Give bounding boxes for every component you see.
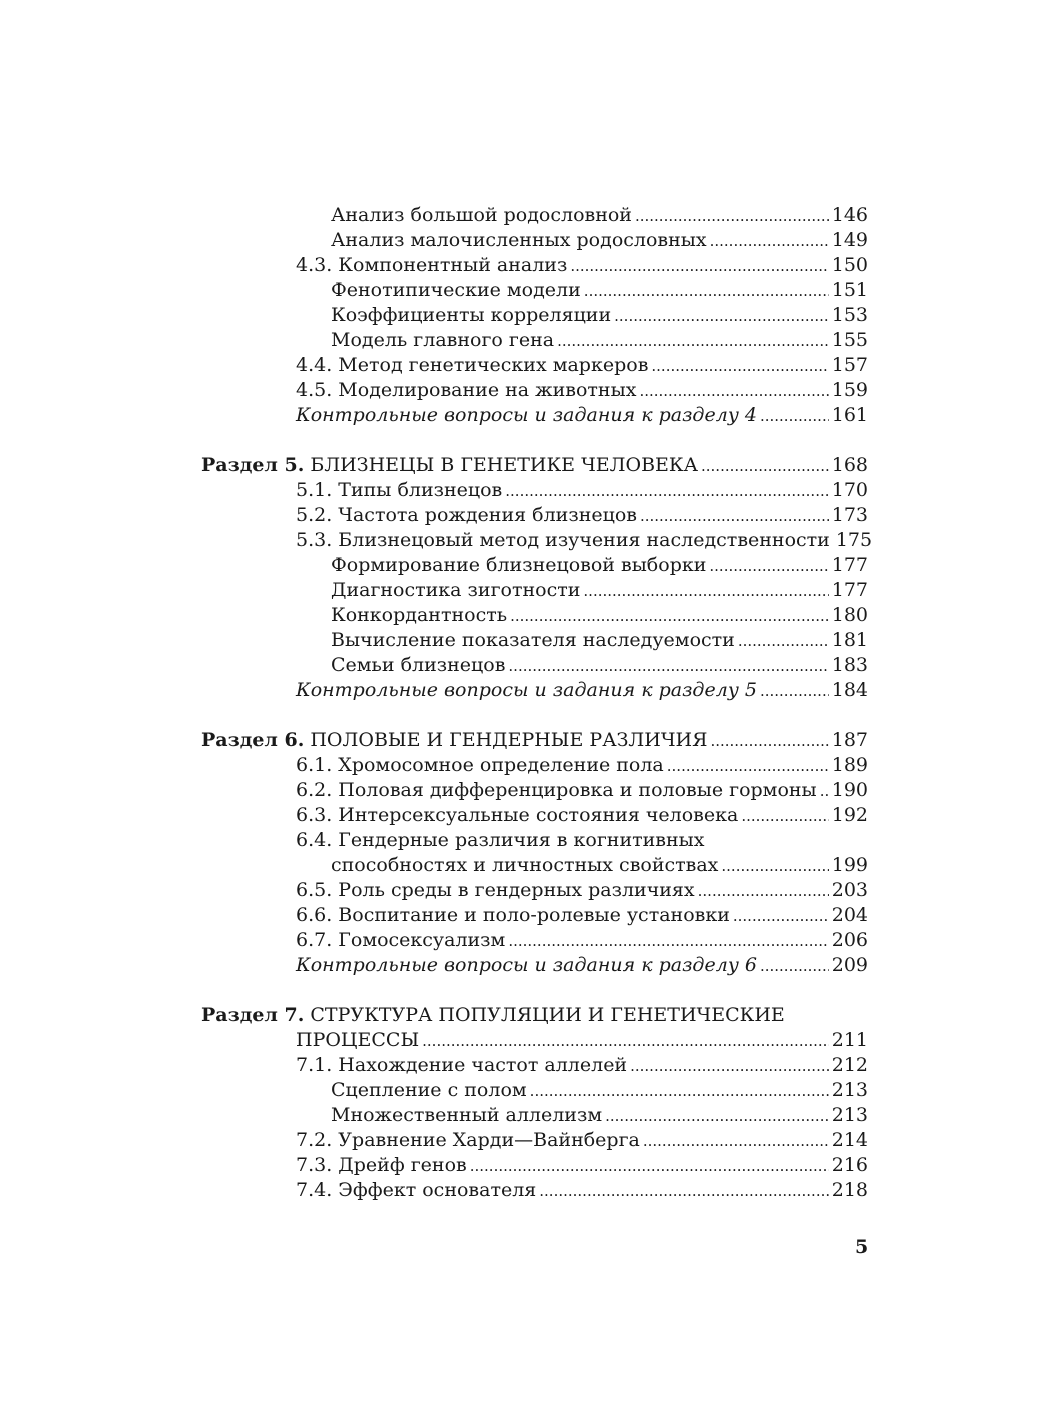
toc-entry-label [331,328,554,353]
toc-dot-leader [470,1154,829,1179]
toc-entry [296,1128,868,1153]
toc-dot-leader [710,229,829,254]
toc-entry-title: 4.5. Моделирование на животных [296,379,637,401]
toc-page-number: 212 [831,1054,868,1076]
toc-dot-leader [640,504,829,529]
toc-entry-label [331,228,707,253]
toc-page-number: 213 [831,1079,868,1101]
toc-entry [296,478,868,503]
toc-entry-title: ПОЛОВЫЕ И ГЕНДЕРНЫЕ РАЗЛИЧИЯ [304,729,708,751]
toc-entry-label [296,403,757,428]
toc-page-number: 204 [831,904,868,926]
toc-entry [296,378,868,403]
page-number: 5 [855,1236,869,1258]
toc-section-number: Раздел 7. [201,1004,305,1026]
toc-entry-title: Формирование близнецовой выборки [331,554,707,576]
toc-dot-leader [741,804,828,829]
toc-entry-title: БЛИЗНЕЦЫ В ГЕНЕТИКЕ ЧЕЛОВЕКА [304,454,698,476]
toc-entry [331,1103,868,1128]
toc-entry-label [296,1153,467,1178]
toc-entry [331,628,868,653]
toc-page-number: 213 [831,1104,868,1126]
toc-entry-label [331,1103,602,1128]
toc-entry-label [296,803,738,828]
toc-entry-title: Семьи близнецов [331,654,506,676]
toc-entry-title: Сцепление с полом [331,1079,527,1101]
toc-entry-title: способностях и личностных свойствах [331,854,719,876]
toc-entry [296,528,873,553]
toc-dot-leader [583,579,828,604]
toc-entry-label [296,953,757,978]
toc-entry-title: Вычисление показателя наследуемости [331,629,735,651]
toc-dot-leader [733,904,829,929]
toc-page-number: 177 [831,554,868,576]
toc-entry [296,953,868,978]
toc-dot-leader [605,1104,829,1129]
toc-dot-leader [738,629,829,654]
toc-dot-leader [701,454,829,479]
toc-page-number: 180 [831,604,868,626]
toc-entry-label [331,1078,527,1103]
toc-page-number: 218 [831,1179,868,1201]
toc-entry [296,928,868,953]
toc-entry [296,403,868,428]
toc-entry [296,253,868,278]
toc-entry-label [201,453,698,478]
toc-page-number: 161 [831,404,868,426]
toc-dot-leader [557,329,829,354]
toc-page-number: 203 [831,879,868,901]
toc-entry-label [331,553,706,578]
toc-entry-title: 7.2. Уравнение Харди—Вайнберга [296,1129,640,1151]
toc-entry-label [331,203,632,228]
toc-entry-title: Фенотипические модели [331,279,581,301]
toc-dot-leader [508,929,828,954]
toc-dot-leader [510,604,829,629]
toc-page-number: 153 [831,304,868,326]
toc-section-heading [201,728,868,753]
toc-section-number: Раздел 5. [201,454,305,476]
toc-entry-label [296,253,567,278]
toc-entry [296,778,868,803]
toc-page-number: 175 [835,529,873,551]
toc-entry-label [296,1178,536,1203]
toc-entry-title: Контрольные вопросы и задания к разделу 6 [296,954,757,976]
toc-dot-leader [820,779,829,804]
toc-entry-title: Анализ большой родословной [331,204,632,226]
toc-entry-title: Контрольные вопросы и задания к разделу 5 [296,679,757,701]
toc-entry-label [296,903,730,928]
toc-entry-title: Конкордантность [331,604,508,626]
toc-section-heading [201,453,868,478]
toc-entry-title: 7.4. Эффект основателя [296,1179,537,1201]
toc-entry-label [331,653,505,678]
toc-entry-label [331,578,580,603]
toc-page-number: 211 [831,1029,868,1051]
toc-page-number: 206 [831,929,868,951]
toc-entry-title: СТРУКТУРА ПОПУЛЯЦИИ И ГЕНЕТИЧЕСКИЕ [304,1004,785,1026]
toc-dot-leader [760,404,829,429]
toc-entry [331,653,868,678]
toc-entry [296,678,868,703]
toc-entry-title: Коэффициенты корреляции [331,304,612,326]
toc-dot-leader [422,1029,829,1054]
toc-entry-label [331,628,735,653]
toc-entry-label [331,278,581,303]
toc-entry-title: 6.5. Роль среды в гендерных различиях [296,879,695,901]
toc-dot-leader [651,354,828,379]
toc-page-number: 187 [831,729,868,751]
toc-dot-leader [760,954,829,979]
toc-entry [331,228,868,253]
toc-entry-label [296,928,505,953]
toc-dot-leader [505,479,828,504]
toc-dot-leader [635,204,829,229]
toc-entry-title: 5.1. Типы близнецов [296,479,503,501]
toc-page-number: 173 [831,504,868,526]
toc-entry-label [296,828,705,853]
toc-page-number: 190 [831,779,868,801]
toc-dot-leader [698,879,829,904]
toc-entry [296,1153,868,1178]
toc-entry-title: Диагностика зиготности [331,579,581,601]
toc-dot-leader [530,1079,829,1104]
toc-entry [331,853,868,878]
toc-entry-label [331,603,507,628]
toc-entry-title: 7.1. Нахождение частот аллелей [296,1054,628,1076]
toc-entry-label [331,853,718,878]
toc-entry-label [296,678,757,703]
toc-entry [331,328,868,353]
toc-dot-leader [667,754,829,779]
toc-dot-leader [630,1054,829,1079]
toc-page-number: 214 [831,1129,868,1151]
toc-entry [331,203,868,228]
toc-dot-leader [570,254,828,279]
toc-page-number: 150 [831,254,868,276]
toc-page-number: 192 [831,804,868,826]
toc-page-number: 170 [831,479,868,501]
toc-entry-label [296,878,695,903]
toc-dot-leader [709,554,828,579]
toc-entry-label [331,303,611,328]
toc-entry [331,603,868,628]
toc-entry-title: ПРОЦЕССЫ [296,1029,420,1051]
toc-dot-leader [643,1129,829,1154]
toc-section-heading [201,1003,868,1028]
toc-entry [296,1028,868,1053]
toc-entry [331,278,868,303]
toc-dot-leader [508,654,828,679]
toc-page-number: 181 [831,629,868,651]
toc-entry-label [296,778,817,803]
toc-page-number: 157 [831,354,868,376]
toc-entry-title: 6.3. Интерсексуальные состояния человека [296,804,739,826]
toc-entry [296,803,868,828]
toc-entry-label [296,503,637,528]
toc-page-number: 216 [831,1154,868,1176]
toc-entry-label [296,378,636,403]
toc-entry-title: 6.2. Половая дифференцировка и половые гормоны [296,779,817,801]
toc-dot-leader [614,304,829,329]
toc-entry-label [296,1128,640,1153]
toc-page-number: 183 [831,654,868,676]
toc-entry [296,903,868,928]
toc-entry [331,578,868,603]
toc-entry-label [296,1028,419,1053]
toc-entry-label [201,728,707,753]
toc-entry-title: Модель главного гена [331,329,555,351]
toc-entry [331,1078,868,1103]
toc-entry-label [296,478,502,503]
toc-entry [296,503,868,528]
toc-entry-label [201,1003,785,1028]
toc-dot-leader [584,279,829,304]
toc-entry-label [296,753,664,778]
toc-entry [296,1053,868,1078]
toc-entry-title: 6.6. Воспитание и поло-ролевые установки [296,904,730,926]
toc-entry [296,753,868,778]
toc-entry [296,878,868,903]
toc-entry-title: 6.7. Гомосексуализм [296,929,506,951]
toc-section-number: Раздел 6. [201,729,305,751]
toc-entry-title: 7.3. Дрейф генов [296,1154,467,1176]
toc-entry-title: 4.3. Компонентный анализ [296,254,568,276]
toc-entry [296,1178,868,1203]
toc-page-number: 199 [831,854,868,876]
toc-entry-label [296,353,648,378]
toc-page-number: 146 [831,204,868,226]
toc-entry [296,353,868,378]
toc-entry-title: 4.4. Метод генетических маркеров [296,354,649,376]
toc-dot-leader [710,729,828,754]
toc-page-number: 184 [831,679,868,701]
toc-entry-title: 5.2. Частота рождения близнецов [296,504,637,526]
toc-page-number: 209 [831,954,868,976]
toc-entry-title: 6.1. Хромосомное определение пола [296,754,664,776]
toc-entry-label [296,1053,627,1078]
toc-entry-title: 5.3. Близнецовый метод изучения наследственности [296,529,830,551]
toc-dot-leader [760,679,829,704]
toc-entry-title: Множественный аллелизм [331,1104,603,1126]
toc-entry-title: 6.4. Гендерные различия в когнитивных [296,829,705,851]
toc-page-number: 159 [831,379,868,401]
toc-entry [331,553,868,578]
toc-page-number: 177 [831,579,868,601]
toc-entry [331,303,868,328]
toc-dot-leader [539,1179,828,1204]
toc-dot-leader [639,379,828,404]
toc-dot-leader [721,854,828,879]
toc-entry-title: Контрольные вопросы и задания к разделу 4 [296,404,757,426]
toc-page-number: 151 [831,279,868,301]
toc-page-number: 149 [831,229,868,251]
toc-entry-title: Анализ малочисленных родословных [331,229,707,251]
toc-page-number: 168 [831,454,868,476]
toc-entry [296,828,868,853]
toc-entry-label [296,528,830,553]
toc-page-number: 189 [831,754,868,776]
toc-page-number: 155 [831,329,868,351]
